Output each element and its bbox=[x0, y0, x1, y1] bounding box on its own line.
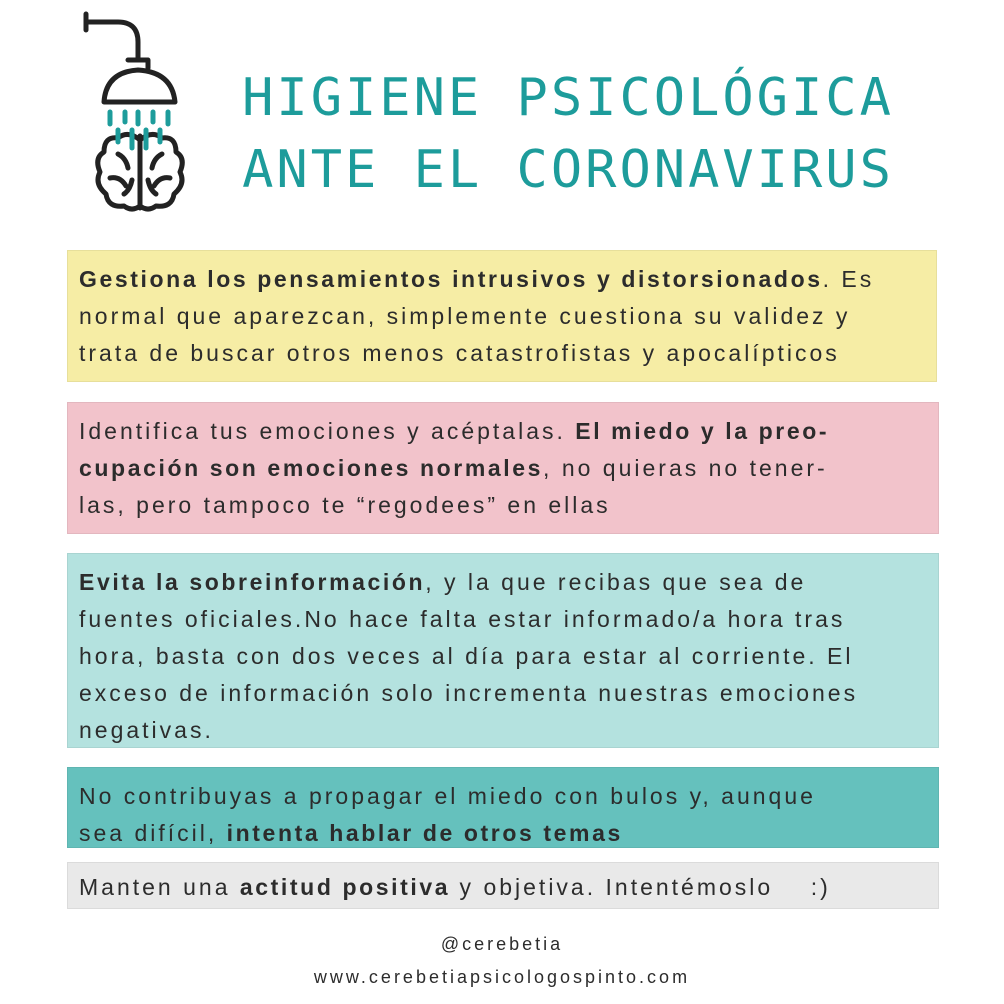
tip-text: . Es bbox=[822, 266, 875, 292]
tip-text: trata de buscar otros menos catastrofistas y apocalípticos bbox=[79, 340, 840, 366]
tip-text: hora, basta con dos veces al día para estar al corriente. El bbox=[79, 643, 854, 669]
tip-text: negativas. bbox=[79, 717, 214, 743]
tip-text: exceso de información solo incrementa nuestras emociones bbox=[79, 680, 859, 706]
tip-line bbox=[79, 487, 928, 524]
tip-line bbox=[79, 335, 926, 372]
tip-positive-attitude bbox=[67, 862, 939, 909]
tip-text: sea difícil, bbox=[79, 820, 227, 846]
tip-line bbox=[79, 712, 928, 749]
tip-text: Identifica tus emociones y acéptalas. bbox=[79, 418, 576, 444]
tip-text-bold: Evita la sobreinformación bbox=[79, 569, 426, 595]
tip-text: , y la que recibas que sea de bbox=[425, 569, 807, 595]
tip-accept-emotions bbox=[67, 402, 939, 534]
tip-text: fuentes oficiales.No hace falta estar informado/a hora tras bbox=[79, 606, 846, 632]
tip-line bbox=[79, 869, 928, 906]
tip-text-bold: cupación son emociones normales bbox=[79, 455, 544, 481]
title-line-2: ANTE EL CORONAVIRUS bbox=[242, 140, 894, 200]
tip-text: No contribuyas a propagar el miedo con bulos y, aunque bbox=[79, 783, 816, 809]
footer-website: www.cerebetiapsicologospinto.com bbox=[313, 967, 691, 987]
tip-intrusive-thoughts bbox=[67, 250, 937, 382]
tip-text-bold: Gestiona los pensamientos intrusivos y distorsionados bbox=[79, 266, 823, 292]
tip-text-bold: El miedo y la preo- bbox=[575, 418, 830, 444]
tip-text: Manten una bbox=[79, 874, 240, 900]
tip-text: y objetiva. Intentémoslo :) bbox=[450, 874, 831, 900]
tip-line bbox=[79, 413, 928, 450]
shower-brain-icon bbox=[80, 8, 200, 218]
tip-no-hoaxes bbox=[67, 767, 939, 848]
tip-line bbox=[79, 675, 928, 712]
tip-text-bold: intenta hablar de otros temas bbox=[226, 820, 623, 846]
tip-line bbox=[79, 601, 928, 638]
tip-text: , no quieras no tener- bbox=[543, 455, 828, 481]
tip-text-bold: actitud positiva bbox=[239, 874, 451, 900]
tip-line bbox=[79, 450, 928, 487]
tip-line bbox=[79, 778, 928, 815]
tip-line bbox=[79, 261, 926, 298]
tip-line bbox=[79, 298, 926, 335]
tip-text: normal que aparezcan, simplemente cuestiona su validez y bbox=[79, 303, 851, 329]
tip-text: las, pero tampoco te “regodees” en ellas bbox=[79, 492, 611, 518]
footer-handle: @cerebetia bbox=[440, 934, 564, 954]
tip-line bbox=[79, 815, 928, 852]
page-title bbox=[218, 62, 918, 206]
title-line-1: HIGIENE PSICOLÓGICA bbox=[242, 68, 894, 128]
tip-line bbox=[79, 564, 928, 601]
tip-line bbox=[79, 638, 928, 675]
tip-avoid-overinformation bbox=[67, 553, 939, 748]
